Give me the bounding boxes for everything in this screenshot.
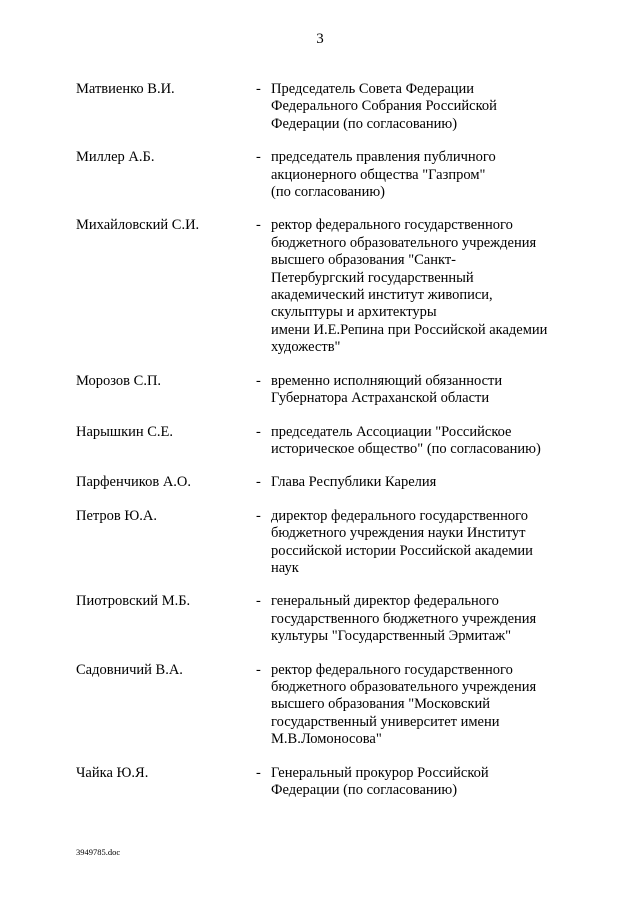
member-dash: - [256,661,261,678]
member-position-line: наук [271,559,299,576]
member-name: Парфенчиков А.О. [76,474,192,491]
member-row [0,373,640,408]
member-position-line: Федерации (по согласованию) [271,115,458,132]
member-position-line: российской истории Российской академии [271,542,533,559]
member-position-line: культуры "Государственный Эрмитаж" [271,628,512,645]
member-position-line: генеральный директор федерального [271,593,499,610]
member-position-line: М.В.Ломоносова" [271,731,382,748]
member-position [271,81,571,133]
member-name: Морозов С.П. [76,372,162,389]
page-number: 3 [316,31,324,47]
member-position-line: бюджетного учреждения науки Институт [271,525,526,542]
member-position-line: высшего образования "Санкт- [271,252,457,269]
member-position [271,373,571,408]
member-position-line: скульптуры и архитектуры [271,304,437,321]
member-name: Нарышкин С.Е. [76,423,174,440]
member-dash: - [256,474,261,491]
member-position [271,508,571,578]
member-position-line: имени И.Е.Репина при Российской академии [271,321,548,338]
member-position [271,662,571,749]
member-position-line: художеств" [271,339,341,356]
member-position-line: председатель правления публичного [271,149,496,166]
member-row [0,508,640,578]
member-row [0,217,640,356]
member-row [0,424,640,459]
member-position-line: Глава Республики Карелия [271,474,437,491]
member-position-line: академический институт живописи, [271,287,493,304]
member-position [271,765,571,800]
member-position-line: Генеральный прокурор Российской [271,764,489,781]
member-name: Миллер А.Б. [76,149,155,166]
member-dash: - [256,81,261,97]
member-position-line: (по согласованию) [271,184,385,201]
member-position-line: государственного бюджетного учреждения [271,610,537,627]
member-dash: - [256,507,261,524]
member-position [271,217,571,356]
member-row [0,474,640,491]
member-name: Михайловский С.И. [76,217,200,234]
member-position-line: Федерального Собрания Российской [271,98,497,115]
member-row [0,149,640,201]
member-position-line: бюджетного образовательного учреждения [271,678,537,695]
member-position [271,149,571,201]
member-dash: - [256,372,261,389]
member-position-line: Председатель Совета Федерации [271,81,475,97]
members-list [0,65,640,799]
member-position-line: бюджетного образовательного учреждения [271,234,537,251]
member-dash: - [256,764,261,781]
member-name: Чайка Ю.Я. [76,764,149,781]
member-name: Пиотровский М.Б. [76,593,191,610]
member-position-line: председатель Ассоциации "Российское [271,423,512,440]
member-position-line: Петербургский государственный [271,269,474,286]
member-position-line: историческое общество" (по согласованию) [271,440,541,457]
member-position [271,593,571,645]
member-dash: - [256,217,261,234]
member-position-line: ректор федерального государственного [271,661,513,678]
member-position-line: временно исполняющий обязанности [271,372,503,389]
member-name: Матвиенко В.И. [76,81,175,97]
member-name: Петров Ю.А. [76,507,158,524]
member-dash: - [256,149,261,166]
member-row [0,81,640,133]
member-name: Садовничий В.А. [76,661,183,678]
member-position-line: Губернатора Астраханской области [271,390,490,407]
footer-document-code: 3949785.doc [76,847,121,857]
member-position-line: государственный университет имени [271,713,500,730]
member-position [271,424,571,459]
member-position-line: Федерации (по согласованию) [271,782,458,798]
member-position-line: ректор федерального государственного [271,217,513,234]
member-position-line: директор федерального государственного [271,507,528,524]
member-position-line: высшего образования "Московский [271,696,491,713]
member-row [0,593,640,645]
member-row [0,662,640,749]
member-position-line: акционерного общества "Газпром" [271,166,486,183]
member-row [0,765,640,800]
member-dash: - [256,423,261,440]
member-dash: - [256,593,261,610]
member-position [271,474,571,491]
